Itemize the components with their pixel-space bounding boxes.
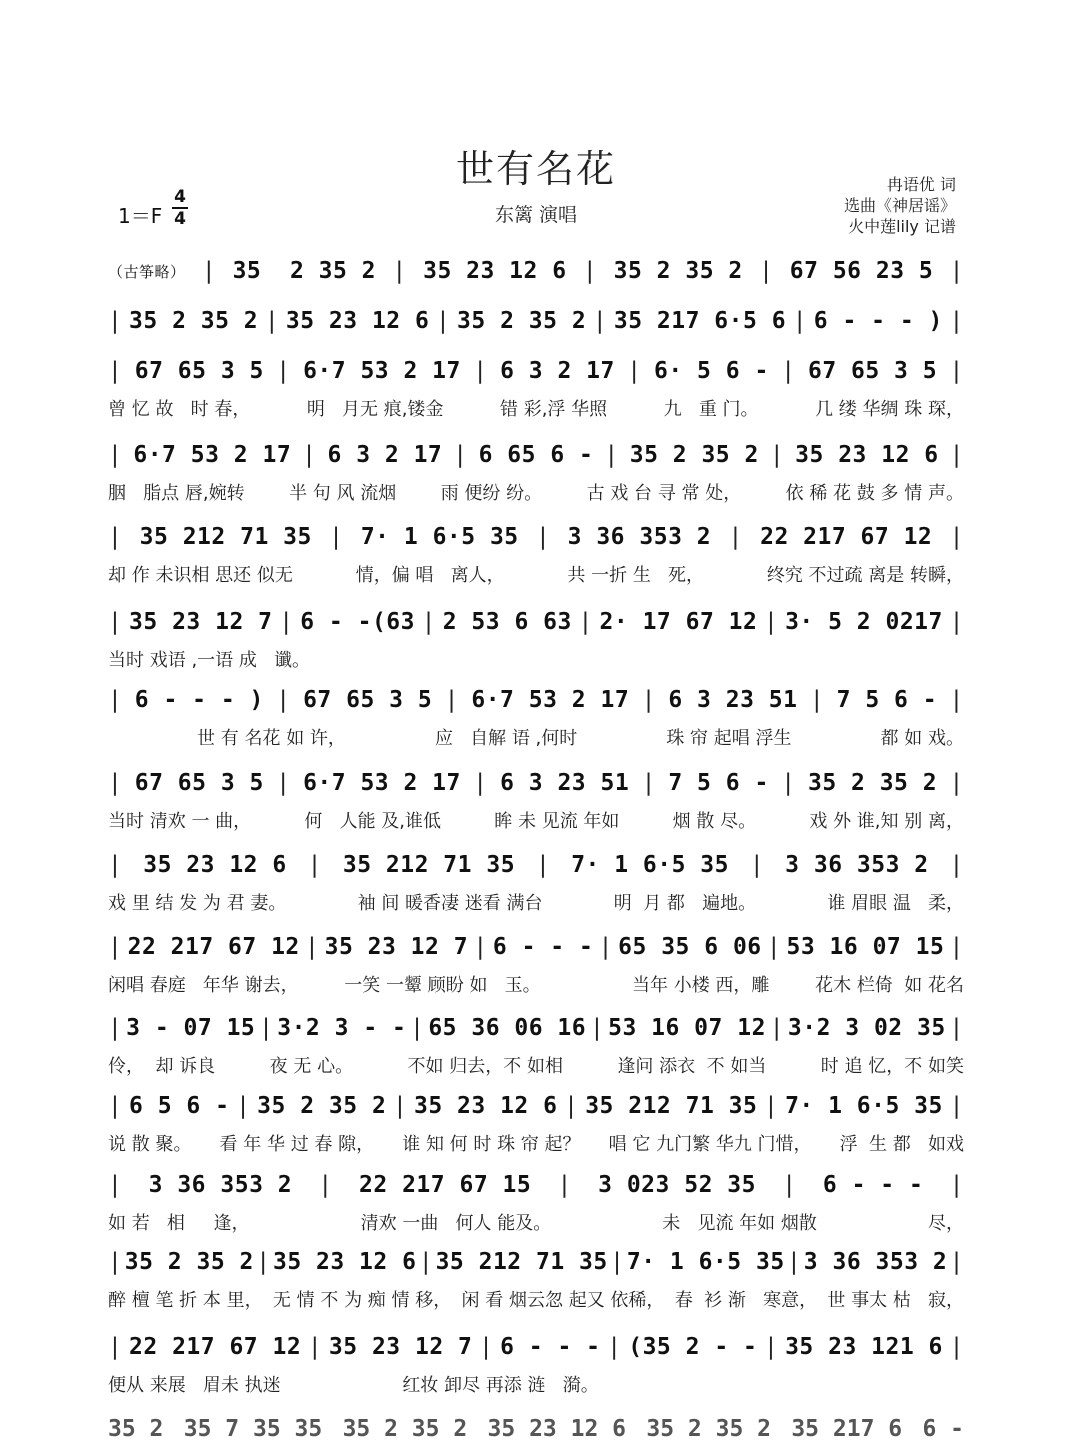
- lyric-row: [108, 645, 964, 673]
- barline: |: [728, 524, 743, 550]
- measure: 35 23 12 6: [423, 258, 567, 284]
- barline: |: [607, 1334, 622, 1360]
- measure: 35 2 35 2: [129, 308, 259, 334]
- lyric-row: [108, 394, 964, 422]
- lyric-segment: 无 情 不 为 痴 情 移，: [272, 1290, 452, 1311]
- notation-row: [108, 1009, 964, 1047]
- measure: 3 023 52 35: [598, 1172, 756, 1198]
- lyric-segment: 醉 檀 笔 折 本 里，: [108, 1290, 263, 1311]
- measure: 3 36 353 2: [567, 524, 712, 550]
- measure: 6 3 23 51: [500, 770, 630, 796]
- lyric-segment: 情，偏 唱 离人，: [355, 565, 505, 586]
- measure: 35 2 35 2: [629, 442, 759, 468]
- lyric-row: [108, 560, 964, 588]
- lyric-segment: 不如 归去，不 如相: [407, 1056, 563, 1077]
- measure: 6 - - -: [492, 934, 594, 960]
- barline: |: [444, 687, 459, 713]
- barline: |: [949, 524, 964, 550]
- barline: |: [589, 1015, 605, 1041]
- barline: |: [949, 258, 964, 284]
- notation-row: [108, 1166, 964, 1204]
- barline: |: [949, 852, 964, 878]
- lyric-segment: 曾 忆 故 时 春，: [108, 399, 251, 420]
- barline: |: [949, 1015, 964, 1041]
- barline: |: [329, 524, 344, 550]
- lyric-segment: 终究 不过疏 离是 转瞬，: [766, 565, 964, 586]
- barline: |: [108, 770, 123, 796]
- measure: 35 2 35 2: [457, 308, 587, 334]
- barline: |: [766, 934, 782, 960]
- barline: |: [256, 1249, 271, 1275]
- barline: |: [453, 442, 468, 468]
- barline: |: [949, 1172, 964, 1198]
- barline: |: [769, 442, 785, 468]
- lyric-segment: 尽，: [928, 1213, 964, 1234]
- barline: |: [473, 358, 488, 384]
- barline: |: [307, 852, 322, 878]
- lyric-segment: 依 稀 花 鼓 多 情 声。: [785, 483, 964, 504]
- time-signature-bottom: 4: [174, 209, 186, 229]
- measure: 35 217 6: [791, 1416, 903, 1442]
- measure: 35 23 12 7: [324, 934, 469, 960]
- lyric-segment: 都 如 戏。: [880, 728, 964, 749]
- measure: 35 23 12 6: [285, 308, 430, 334]
- barline: |: [627, 358, 642, 384]
- lyric-segment: 共 一折 生 死，: [567, 565, 705, 586]
- lyric-segment: 胭 脂点 唇,婉转: [108, 483, 245, 504]
- measure: 35 2 35 2: [613, 258, 743, 284]
- lyric-segment: 闲 看 烟云忽 起又 依稀，: [461, 1290, 665, 1311]
- lyric-segment: 袖 间 暖香凄 迷看 满台: [357, 893, 543, 914]
- notation-row: [108, 603, 964, 641]
- barline: |: [108, 358, 123, 384]
- lyric-segment: 说 散 聚。: [108, 1134, 192, 1155]
- lyric-segment: 几 缕 华绸 珠 琛，: [815, 399, 964, 420]
- measure: 35 212 71 35: [342, 852, 516, 878]
- barline: |: [769, 1015, 785, 1041]
- barline: |: [264, 308, 280, 334]
- barline: |: [949, 609, 964, 635]
- lyric-segment: 明 月 都 遍地。: [613, 893, 757, 914]
- measure: 7· 1 6·5 35: [626, 1249, 785, 1275]
- lyric-segment: 谁 眉眼 温 柔，: [827, 893, 964, 914]
- notation-row: [108, 302, 964, 340]
- measure: 6·7 53 2 17: [471, 687, 630, 713]
- barline: |: [410, 1015, 425, 1041]
- notation-row: [108, 518, 964, 556]
- lyric-segment: 九 重 门。: [663, 399, 759, 420]
- lyric-row: [108, 1051, 964, 1079]
- barline: |: [108, 852, 123, 878]
- barline: |: [949, 1093, 964, 1119]
- measure: 35 2 35 2: [807, 770, 938, 796]
- intro-tag: （古筝略）: [108, 262, 186, 281]
- lyric-segment: 时 追 忆，不 如笑: [820, 1056, 964, 1077]
- barline: |: [307, 1334, 323, 1360]
- lyric-row: [108, 723, 964, 751]
- measure: 2· 17 67 12: [599, 609, 758, 635]
- barline: |: [949, 934, 964, 960]
- barline: |: [782, 1172, 797, 1198]
- barline: |: [318, 1172, 333, 1198]
- lyric-segment: 当时 戏语 ,一语 成 谶。: [108, 650, 311, 671]
- lyricist-credit: 冉语优 词: [886, 175, 956, 194]
- barline: |: [949, 442, 964, 468]
- notation-row: [108, 681, 964, 719]
- barline: |: [305, 934, 320, 960]
- barline: |: [421, 609, 437, 635]
- lyric-segment: 古 戏 台 寻 常 处，: [586, 483, 742, 504]
- notation-row: [108, 846, 964, 884]
- measure: 67 65 3 5: [134, 358, 264, 384]
- measure: 35 7 35 35: [183, 1416, 323, 1442]
- measure: 35 23 12 6: [795, 442, 939, 468]
- barline: |: [479, 1334, 494, 1360]
- lyric-segment: 逢问 添衣 不 如当: [617, 1056, 767, 1077]
- barline: |: [473, 934, 488, 960]
- lyric-segment: 眸 未 见流 年如: [494, 811, 620, 832]
- barline: |: [557, 1172, 572, 1198]
- lyric-row: [108, 478, 964, 506]
- measure: 35 2 35 2: [232, 258, 377, 284]
- measure: 35 212 71 35: [139, 524, 312, 550]
- lyric-segment: 谁 知 何 时 珠 帘 起？: [402, 1134, 581, 1155]
- measure: 22 217 67 12: [760, 524, 933, 550]
- barline: |: [108, 1249, 123, 1275]
- lyric-segment: 世 有 名花 如 许，: [197, 728, 346, 749]
- singer-credit: 东篱 演唱: [494, 204, 578, 226]
- measure: 67 65 3 5: [807, 358, 938, 384]
- measure: 35 2: [108, 1416, 164, 1442]
- lyric-segment: 一笑 一颦 顾盼 如 玉。: [344, 975, 541, 996]
- barline: |: [392, 1093, 408, 1119]
- lyric-segment: 看 年 华 过 春 隙，: [219, 1134, 375, 1155]
- measure: 7 5 6 -: [836, 687, 938, 713]
- barline: |: [108, 1015, 123, 1041]
- source-credit: 选曲《神居谣》: [843, 196, 956, 215]
- notation-row: [108, 1243, 964, 1281]
- measure: 35 23 12 6: [414, 1093, 558, 1119]
- measure: 53 16 07 15: [786, 934, 945, 960]
- lyric-segment: 戏 外 谁,知 别 离，: [809, 811, 964, 832]
- measure: 6 3 2 17: [327, 442, 443, 468]
- barline: |: [473, 770, 488, 796]
- measure: 35 2 35 2: [342, 1416, 468, 1442]
- lyric-segment: 春 衫 渐 寒意，: [674, 1290, 818, 1311]
- measure: 35 23 12 7: [328, 1334, 473, 1360]
- measure: 35 23 12 7: [129, 609, 273, 635]
- barline: |: [108, 609, 123, 635]
- measure: 6 - - - ): [134, 687, 264, 713]
- barline: |: [276, 770, 291, 796]
- barline: |: [949, 770, 964, 796]
- barline: |: [949, 358, 964, 384]
- time-signature: [172, 188, 188, 228]
- measure: 53 16 07 12: [608, 1015, 766, 1041]
- lyric-row: [108, 1208, 964, 1236]
- barline: |: [302, 442, 317, 468]
- measure: 6 3 23 51: [668, 687, 798, 713]
- measure: 35 23 12 6: [272, 1249, 417, 1275]
- barline: |: [604, 442, 619, 468]
- barline: |: [259, 1015, 274, 1041]
- measure: 6 65 6 -: [478, 442, 594, 468]
- measure: 3·2 3 - -: [277, 1015, 407, 1041]
- measure: 7 5 6 -: [668, 770, 769, 796]
- key-signature: 1＝F: [118, 204, 163, 228]
- barline: |: [108, 524, 123, 550]
- lyric-segment: 明 月无 痕,镂金: [306, 399, 444, 420]
- barline: |: [809, 687, 825, 713]
- barline: |: [108, 934, 123, 960]
- barline: |: [108, 687, 123, 713]
- time-signature-top: 4: [174, 187, 186, 207]
- measure: 6 5 6 -: [129, 1093, 230, 1119]
- measure: 7· 1 6·5 35: [785, 1093, 943, 1119]
- lyric-segment: 戏 里 结 发 为 君 妻。: [108, 893, 287, 914]
- measure: 35 212 71 35: [435, 1249, 608, 1275]
- barline: |: [764, 1093, 779, 1119]
- lyric-segment: 便从 来展 眉未 执迷: [108, 1375, 281, 1396]
- lyric-row: [108, 1285, 964, 1313]
- barline: |: [764, 1334, 779, 1360]
- barline: |: [201, 258, 217, 284]
- lyric-segment: 夜 无 心。: [269, 1056, 354, 1077]
- lyric-segment: 如 若 相 逢，: [108, 1213, 250, 1234]
- lyric-segment: 唱 它 九门繁 华九 门惜，: [608, 1134, 812, 1155]
- measure: 3 36 353 2: [148, 1172, 293, 1198]
- lyric-segment: 未 见流 年如 烟散: [662, 1213, 817, 1234]
- lyric-segment: 错 彩,浮 华照: [499, 399, 608, 420]
- lyric-segment: 当时 清欢 一 曲，: [108, 811, 252, 832]
- barline: |: [949, 1249, 964, 1275]
- barline: |: [949, 1334, 964, 1360]
- barline: |: [535, 524, 551, 550]
- lyric-segment: 珠 帘 起唱 浮生: [666, 728, 792, 749]
- lyric-row: [108, 806, 964, 834]
- measure: 35 2 35 2: [646, 1416, 771, 1442]
- lyric-segment: 世 事太 枯 寂，: [827, 1290, 964, 1311]
- barline: |: [236, 1093, 251, 1119]
- lyric-segment: 红妆 卸尽 再添 涟 漪。: [402, 1375, 599, 1396]
- measure: 22 217 67 12: [127, 934, 300, 960]
- measure: 3 - 07 15: [126, 1015, 256, 1041]
- lyric-segment: 半 句 风 流烟: [289, 483, 397, 504]
- notation-row: [108, 1087, 964, 1125]
- barline: |: [764, 609, 779, 635]
- measure: 6 - - - ): [813, 308, 943, 334]
- measure: 6 - - -: [822, 1172, 924, 1198]
- lyric-segment: 清欢 一曲 何人 能及。: [360, 1213, 552, 1234]
- notation-row: [108, 1328, 964, 1366]
- notation-row: [108, 436, 964, 474]
- lyric-segment: 闲唱 春庭 年华 谢去，: [108, 975, 299, 996]
- barline: |: [610, 1249, 625, 1275]
- barline: |: [759, 258, 774, 284]
- barline: |: [949, 308, 964, 334]
- measure: 65 35 6 06: [618, 934, 762, 960]
- measure: 67 56 23 5: [789, 258, 934, 284]
- lyric-segment: 应 自解 语 ,何时: [434, 728, 578, 749]
- lyric-row: [108, 1370, 964, 1398]
- measure: 35 23 121 6: [785, 1334, 943, 1360]
- measure: 6 - - -: [500, 1334, 601, 1360]
- measure: 22 217 67 12: [129, 1334, 302, 1360]
- measure: 3 36 353 2: [785, 852, 929, 878]
- measure: 35 212 71 35: [585, 1093, 758, 1119]
- notation-row: [108, 764, 964, 802]
- lyric-row: [108, 888, 964, 916]
- measure: 35 2 35 2: [257, 1093, 387, 1119]
- barline: |: [949, 687, 964, 713]
- barline: |: [418, 1249, 434, 1275]
- barline: |: [641, 770, 656, 796]
- barline: |: [592, 308, 608, 334]
- measure: 6 3 2 17: [500, 358, 615, 384]
- barline: |: [392, 258, 407, 284]
- lyric-row: [108, 970, 964, 998]
- barline: |: [108, 442, 123, 468]
- lyric-segment: 何 人能 及,谁低: [304, 811, 442, 832]
- measure: 7· 1 6·5 35: [571, 852, 730, 878]
- song-title: 世有名花: [455, 147, 616, 191]
- measure: 35 2 35 2: [124, 1249, 254, 1275]
- barline: |: [641, 687, 656, 713]
- barline: |: [598, 934, 613, 960]
- measure: 3· 5 2 0217: [785, 609, 943, 635]
- measure: 35 23 12 6: [143, 852, 287, 878]
- measure: 3 36 353 2: [803, 1249, 948, 1275]
- barline: |: [436, 308, 451, 334]
- barline: |: [535, 852, 551, 878]
- measure: 6·7 53 2 17: [303, 358, 461, 384]
- lyric-segment: 伶， 却 诉良: [108, 1056, 216, 1077]
- barline: |: [108, 1093, 123, 1119]
- barline: |: [781, 358, 796, 384]
- notation-row: [108, 252, 964, 290]
- barline: |: [108, 308, 123, 334]
- lyric-segment: 当年 小楼 西，雕: [631, 975, 770, 996]
- lyric-segment: 却 作 未识相 思还 似无: [108, 565, 293, 586]
- notation-row: [108, 928, 964, 966]
- barline: |: [108, 1172, 123, 1198]
- measure: 67 65 3 5: [303, 687, 433, 713]
- measure: (35 2 - -: [628, 1334, 758, 1360]
- measure: 6· 5 6 -: [654, 358, 769, 384]
- measure: 6·7 53 2 17: [303, 770, 461, 796]
- barline: |: [749, 852, 765, 878]
- barline: |: [276, 687, 291, 713]
- barline: |: [781, 770, 796, 796]
- barline: |: [582, 258, 598, 284]
- measure: 2 53 6 63: [442, 609, 572, 635]
- barline: |: [564, 1093, 579, 1119]
- cutoff-row: [108, 1412, 964, 1452]
- barline: |: [279, 609, 294, 635]
- lyric-segment: 花木 栏倚 如 花名: [815, 975, 964, 996]
- barline: |: [276, 358, 291, 384]
- measure: 7· 1 6·5 35: [360, 524, 519, 550]
- measure: 35 23 12 6: [487, 1416, 627, 1442]
- measure: 6 -: [922, 1416, 964, 1442]
- measure: 6 - -(63: [300, 609, 415, 635]
- notation-row: [108, 352, 964, 390]
- transcriber-credit: 火中莲lily 记谱: [848, 217, 956, 236]
- lyric-row: [108, 1129, 964, 1157]
- barline: |: [792, 308, 808, 334]
- lyric-segment: 浮 生 都 如戏: [839, 1134, 964, 1155]
- lyric-segment: 烟 散 尽。: [672, 811, 757, 832]
- measure: 22 217 67 15: [359, 1172, 532, 1198]
- measure: 65 36 06 16: [428, 1015, 587, 1041]
- lyric-segment: 雨 便纷 纷。: [440, 483, 543, 504]
- barline: |: [787, 1249, 802, 1275]
- measure: 35 217 6·5 6: [613, 308, 787, 334]
- barline: |: [108, 1334, 123, 1360]
- measure: 67 65 3 5: [134, 770, 264, 796]
- measure: 6·7 53 2 17: [133, 442, 292, 468]
- barline: |: [578, 609, 593, 635]
- measure: 3·2 3 02 35: [787, 1015, 946, 1041]
